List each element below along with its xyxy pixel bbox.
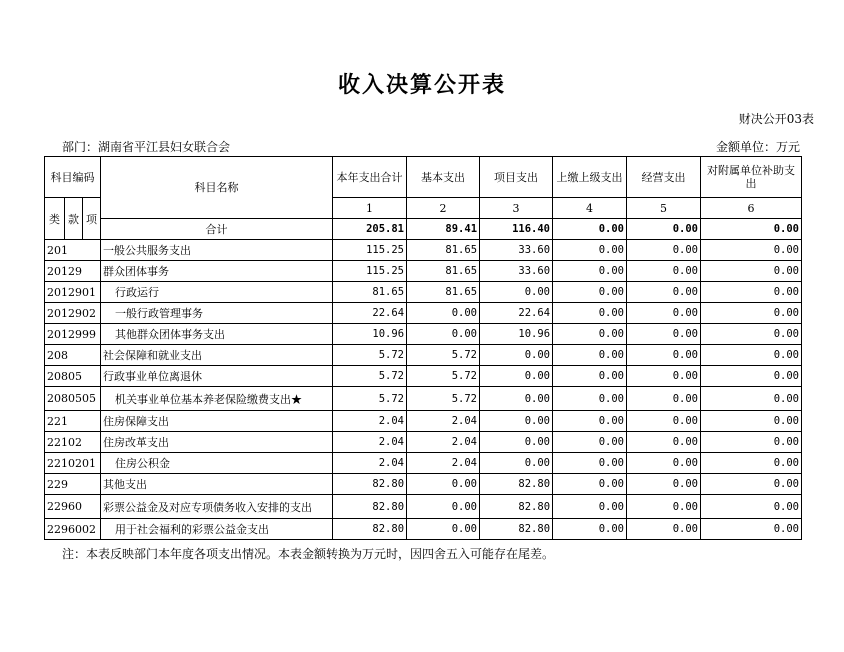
table-row xyxy=(45,240,802,261)
row-value-4: 0.00 xyxy=(553,387,627,411)
total-value-6: 0.00 xyxy=(701,219,802,240)
row-value-2: 5.72 xyxy=(407,387,480,411)
page-title: 收入决算公开表 xyxy=(337,72,506,98)
row-value-6: 0.00 xyxy=(701,474,802,495)
row-value-6: 0.00 xyxy=(701,345,802,366)
row-value-3: 0.00 xyxy=(480,282,553,303)
total-row xyxy=(45,219,802,240)
row-value-4: 0.00 xyxy=(553,261,627,282)
row-name: 行政事业单位离退休 xyxy=(101,366,333,387)
row-value-1: 115.25 xyxy=(333,261,407,282)
header-superior: 上缴上级支出 xyxy=(553,157,627,198)
row-name: 其他支出 xyxy=(101,474,333,495)
row-code: 2012902 xyxy=(45,303,101,324)
row-value-3: 82.80 xyxy=(480,474,553,495)
row-value-6: 0.00 xyxy=(701,366,802,387)
row-value-4: 0.00 xyxy=(553,303,627,324)
row-value-4: 0.00 xyxy=(553,519,627,540)
row-value-5: 0.00 xyxy=(627,432,701,453)
row-value-6: 0.00 xyxy=(701,453,802,474)
column-index-4: 4 xyxy=(553,198,627,219)
row-code: 20805 xyxy=(45,366,101,387)
row-value-4: 0.00 xyxy=(553,240,627,261)
header-lei: 类 xyxy=(45,198,65,240)
row-value-1: 82.80 xyxy=(333,474,407,495)
header-project: 项目支出 xyxy=(480,157,553,198)
row-value-4: 0.00 xyxy=(553,345,627,366)
row-value-5: 0.00 xyxy=(627,282,701,303)
row-value-3: 22.64 xyxy=(480,303,553,324)
row-value-1: 115.25 xyxy=(333,240,407,261)
row-value-4: 0.00 xyxy=(553,432,627,453)
row-name: 其他群众团体事务支出 xyxy=(101,324,333,345)
row-value-4: 0.00 xyxy=(553,453,627,474)
row-value-6: 0.00 xyxy=(701,261,802,282)
row-value-4: 0.00 xyxy=(553,366,627,387)
row-value-1: 2.04 xyxy=(333,432,407,453)
row-value-1: 2.04 xyxy=(333,453,407,474)
row-value-2: 81.65 xyxy=(407,240,480,261)
table-row xyxy=(45,474,802,495)
row-value-1: 22.64 xyxy=(333,303,407,324)
table-row xyxy=(45,387,802,411)
footnote: 注：本表反映部门本年度各项支出情况。本表金额转换为万元时，因四舍五入可能存在尾差。 xyxy=(62,547,555,561)
row-code: 22102 xyxy=(45,432,101,453)
row-code: 20129 xyxy=(45,261,101,282)
department-label: 部门：湖南省平江县妇女联合会 xyxy=(62,140,231,154)
table-row xyxy=(45,453,802,474)
row-name: 一般行政管理事务 xyxy=(101,303,333,324)
row-value-3: 0.00 xyxy=(480,453,553,474)
row-value-5: 0.00 xyxy=(627,345,701,366)
row-name: 社会保障和就业支出 xyxy=(101,345,333,366)
table-row xyxy=(45,324,802,345)
row-value-3: 0.00 xyxy=(480,345,553,366)
row-value-3: 0.00 xyxy=(480,432,553,453)
row-value-3: 0.00 xyxy=(480,387,553,411)
row-value-3: 33.60 xyxy=(480,261,553,282)
row-value-2: 2.04 xyxy=(407,411,480,432)
row-value-6: 0.00 xyxy=(701,495,802,519)
row-value-1: 82.80 xyxy=(333,519,407,540)
expenditure-table xyxy=(44,156,802,540)
row-value-5: 0.00 xyxy=(627,411,701,432)
row-name: 群众团体事务 xyxy=(101,261,333,282)
row-value-2: 0.00 xyxy=(407,495,480,519)
column-index-2: 2 xyxy=(407,198,480,219)
row-value-6: 0.00 xyxy=(701,282,802,303)
header-basic: 基本支出 xyxy=(407,157,480,198)
row-value-4: 0.00 xyxy=(553,411,627,432)
row-value-6: 0.00 xyxy=(701,240,802,261)
row-value-3: 82.80 xyxy=(480,519,553,540)
row-value-2: 0.00 xyxy=(407,324,480,345)
table-row xyxy=(45,345,802,366)
table-row xyxy=(45,432,802,453)
row-value-5: 0.00 xyxy=(627,324,701,345)
row-value-1: 82.80 xyxy=(333,495,407,519)
total-value-3: 116.40 xyxy=(480,219,553,240)
column-index-3: 3 xyxy=(480,198,553,219)
row-value-6: 0.00 xyxy=(701,303,802,324)
total-value-4: 0.00 xyxy=(553,219,627,240)
header-subject-name: 科目名称 xyxy=(101,157,333,219)
row-value-3: 82.80 xyxy=(480,495,553,519)
row-value-4: 0.00 xyxy=(553,282,627,303)
header-xiang: 项 xyxy=(83,198,101,240)
row-value-3: 0.00 xyxy=(480,411,553,432)
row-code: 2012999 xyxy=(45,324,101,345)
row-value-1: 81.65 xyxy=(333,282,407,303)
row-code: 22960 xyxy=(45,495,101,519)
row-value-1: 10.96 xyxy=(333,324,407,345)
header-subsidiary: 对附属单位补助支出 xyxy=(701,157,802,198)
header-total: 本年支出合计 xyxy=(333,157,407,198)
table-row xyxy=(45,303,802,324)
row-value-2: 5.72 xyxy=(407,345,480,366)
total-value-5: 0.00 xyxy=(627,219,701,240)
row-value-3: 0.00 xyxy=(480,366,553,387)
row-value-2: 2.04 xyxy=(407,432,480,453)
row-value-2: 2.04 xyxy=(407,453,480,474)
column-index-5: 5 xyxy=(627,198,701,219)
row-value-5: 0.00 xyxy=(627,474,701,495)
row-value-1: 5.72 xyxy=(333,387,407,411)
row-code: 201 xyxy=(45,240,101,261)
column-index-1: 1 xyxy=(333,198,407,219)
row-value-6: 0.00 xyxy=(701,519,802,540)
row-value-5: 0.00 xyxy=(627,240,701,261)
data-rows xyxy=(45,240,802,540)
row-name: 一般公共服务支出 xyxy=(101,240,333,261)
row-code: 2012901 xyxy=(45,282,101,303)
row-name: 用于社会福利的彩票公益金支出 xyxy=(101,519,333,540)
total-value-1: 205.81 xyxy=(333,219,407,240)
row-code: 2296002 xyxy=(45,519,101,540)
header-business: 经营支出 xyxy=(627,157,701,198)
row-value-3: 10.96 xyxy=(480,324,553,345)
row-code: 208 xyxy=(45,345,101,366)
row-code: 2080505 xyxy=(45,387,101,411)
row-value-2: 0.00 xyxy=(407,303,480,324)
table-row xyxy=(45,411,802,432)
row-value-6: 0.00 xyxy=(701,411,802,432)
header-subject-code: 科目编码 xyxy=(45,157,101,198)
row-name: 行政运行 xyxy=(101,282,333,303)
row-name: 机关事业单位基本养老保险缴费支出★ xyxy=(101,387,333,411)
row-value-2: 5.72 xyxy=(407,366,480,387)
row-value-3: 33.60 xyxy=(480,240,553,261)
row-value-4: 0.00 xyxy=(553,474,627,495)
row-name: 住房保障支出 xyxy=(101,411,333,432)
row-value-6: 0.00 xyxy=(701,324,802,345)
column-index-6: 6 xyxy=(701,198,802,219)
row-value-5: 0.00 xyxy=(627,519,701,540)
row-value-6: 0.00 xyxy=(701,432,802,453)
row-value-2: 0.00 xyxy=(407,474,480,495)
row-value-1: 5.72 xyxy=(333,366,407,387)
row-value-5: 0.00 xyxy=(627,303,701,324)
row-value-5: 0.00 xyxy=(627,261,701,282)
row-value-6: 0.00 xyxy=(701,387,802,411)
row-value-1: 2.04 xyxy=(333,411,407,432)
table-row xyxy=(45,519,802,540)
row-code: 229 xyxy=(45,474,101,495)
header-kuan: 款 xyxy=(65,198,83,240)
row-name: 住房改革支出 xyxy=(101,432,333,453)
total-label: 合计 xyxy=(101,219,333,240)
row-value-5: 0.00 xyxy=(627,453,701,474)
table-row xyxy=(45,261,802,282)
row-value-4: 0.00 xyxy=(553,495,627,519)
row-value-1: 5.72 xyxy=(333,345,407,366)
row-code: 2210201 xyxy=(45,453,101,474)
table-row xyxy=(45,366,802,387)
form-number: 财决公开03表 xyxy=(738,112,814,126)
row-value-4: 0.00 xyxy=(553,324,627,345)
table-row xyxy=(45,282,802,303)
row-name: 彩票公益金及对应专项债务收入安排的支出 xyxy=(101,495,333,519)
row-value-2: 81.65 xyxy=(407,261,480,282)
amount-unit-label: 金额单位：万元 xyxy=(715,140,800,154)
total-value-2: 89.41 xyxy=(407,219,480,240)
row-value-5: 0.00 xyxy=(627,387,701,411)
table-row xyxy=(45,495,802,519)
row-value-5: 0.00 xyxy=(627,495,701,519)
row-name: 住房公积金 xyxy=(101,453,333,474)
row-value-5: 0.00 xyxy=(627,366,701,387)
header-row xyxy=(45,157,802,198)
row-code: 221 xyxy=(45,411,101,432)
row-value-2: 81.65 xyxy=(407,282,480,303)
row-value-2: 0.00 xyxy=(407,519,480,540)
